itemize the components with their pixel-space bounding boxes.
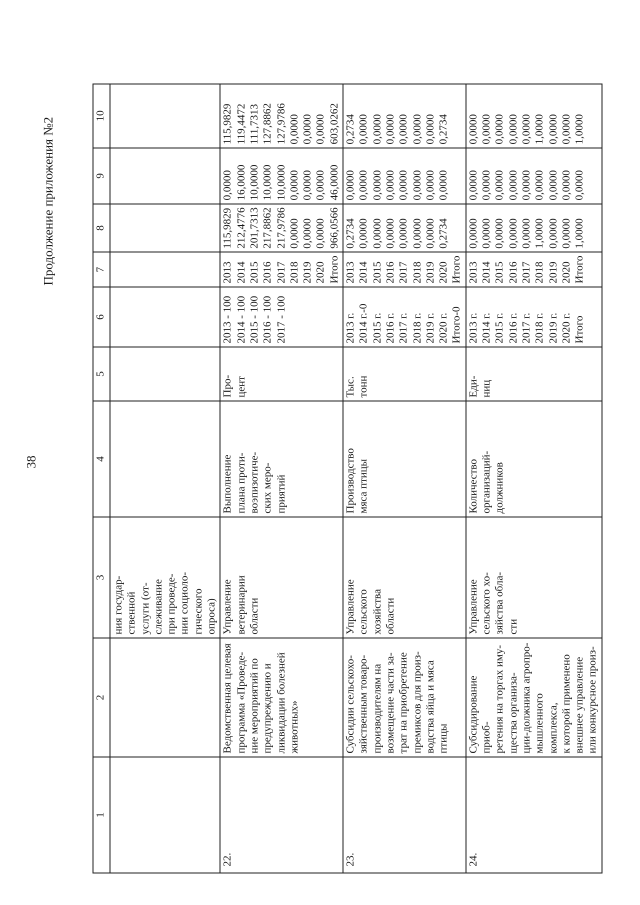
- continuation-empty-cell: [110, 638, 220, 757]
- program-cell: [220, 757, 343, 873]
- funding-col6: 115,9829 212,4776 201,7313 217,8862 217,9786 0,0000 0,0000 0,0000 966,0566: [220, 203, 343, 251]
- table-row: [465, 83, 601, 872]
- column-number-2: 2: [93, 638, 110, 757]
- funding-col8: 0,2734 0,0000 0,0000 0,0000 0,0000 0,0000 0,0000 0,2734: [343, 83, 466, 147]
- continuation-indicator-text: ния государ- ственной услуги (от- слеживание при проведе- нии социоло- гического опроса): [110, 517, 220, 638]
- funding-col8: 115,9829 119,4472 111,7313 127,8862 127,9786 0,0000 0,0000 0,0000 603,0262: [220, 83, 343, 147]
- funding-col6: 0,0000 0,0000 0,0000 0,0000 0,0000 1,0000 0,0000 0,0000 1,0000: [465, 203, 601, 251]
- funding-col7: 0,0000 0,0000 0,0000 0,0000 0,0000 0,0000 0,0000 0,0000 0,0000: [465, 147, 601, 203]
- executor: Управление сельского хо- зяйства обла- сти: [465, 517, 601, 638]
- continuation-row: [110, 83, 220, 872]
- funding-col7: 0,0000 0,0000 0,0000 0,0000 0,0000 0,0000 0,0000 0,0000: [343, 147, 466, 203]
- continuation-empty-cell: [110, 203, 220, 251]
- column-number-10: 10: [93, 83, 110, 147]
- years: 2013 2014 2015 2016 2017 2018 2019 2020 Итого: [220, 252, 343, 287]
- funding-col7: 0,0000 16,0000 10,0000 10,0000 10,0000 0,0000 0,0000 0,0000 46,0000: [220, 147, 343, 203]
- row-number: 23.: [344, 852, 357, 866]
- indicator: Выполнение плана проти- воэпизотиче- ских меро- приятий: [220, 401, 343, 517]
- program-name: Субсидии сельскохо- зяйственным товаро- производителям на возмещение части за- трат на приобретение премиксов для произ- водства яйца и мяса птицы: [343, 638, 466, 757]
- target-values: 2013 - 100 2014 - 100 2015 - 100 2016 - 100 2017 - 100: [220, 287, 343, 347]
- column-number-8: 8: [93, 203, 110, 251]
- table-row: [220, 83, 343, 872]
- target-values: 2013 г. 2014 г. 2015 г. 2016 г. 2017 г. 2018 г. 2019 г. 2020 г. Итого: [465, 287, 601, 347]
- continuation-empty-cell: [110, 347, 220, 401]
- continuation-empty-cell: [110, 287, 220, 347]
- unit: Про- цент: [220, 347, 343, 401]
- appendix-title: Продолжение приложения №2: [40, 116, 55, 285]
- continuation-empty-cell: [110, 757, 220, 873]
- page-number: 38: [23, 455, 38, 468]
- unit: Еди- ниц: [465, 347, 601, 401]
- executor: Управление ветеринарии области: [220, 517, 343, 638]
- indicator: Производство мяса птицы: [343, 401, 466, 517]
- unit: Тыс. тонн: [343, 347, 466, 401]
- row-number: 24.: [466, 852, 479, 866]
- program-cell: [343, 757, 466, 873]
- program-table: [92, 83, 602, 873]
- column-number-7: 7: [93, 252, 110, 287]
- column-number-header-row: [93, 83, 110, 872]
- column-number-6: 6: [93, 287, 110, 347]
- target-values: 2013 г. 2014 г.-0 2015 г. 2016 г. 2017 г. 2018 г. 2019 г. 2020 г. Итого-0: [343, 287, 466, 347]
- column-number-4: 4: [93, 401, 110, 517]
- funding-col6: 0,2734 0,0000 0,0000 0,0000 0,0000 0,0000 0,0000 0,2734: [343, 203, 466, 251]
- column-number-5: 5: [93, 347, 110, 401]
- continuation-empty-cell: [110, 147, 220, 203]
- executor: Управление сельского хозяйства области: [343, 517, 466, 638]
- program-name: Ведомственная целевая программа «Проведе- ние мероприятий по предупреждению и ликвидации болезней животных»: [220, 638, 343, 757]
- program-cell: [465, 757, 601, 873]
- indicator: Количество организаций- должников: [465, 401, 601, 517]
- column-number-1: 1: [93, 757, 110, 873]
- column-number-3: 3: [93, 517, 110, 638]
- years: 2013 2014 2015 2016 2017 2018 2019 2020 Итого: [343, 252, 466, 287]
- program-name: Субсидирование приоб- ретения на торгах иму- щества организа- ции-должника агропро- мышленного комплекса, к которой применено внешнее управление или конкурсное произ-: [465, 638, 601, 757]
- continuation-empty-cell: [110, 401, 220, 517]
- column-number-9: 9: [93, 147, 110, 203]
- table-row: [343, 83, 466, 872]
- funding-col8: 0,0000 0,0000 0,0000 0,0000 0,0000 1,0000 0,0000 0,0000 1,0000: [465, 83, 601, 147]
- continuation-empty-cell: [110, 83, 220, 147]
- continuation-empty-cell: [110, 252, 220, 287]
- row-number: 22.: [221, 852, 234, 866]
- years: 2013 2014 2015 2016 2017 2018 2019 2020 Итого: [465, 252, 601, 287]
